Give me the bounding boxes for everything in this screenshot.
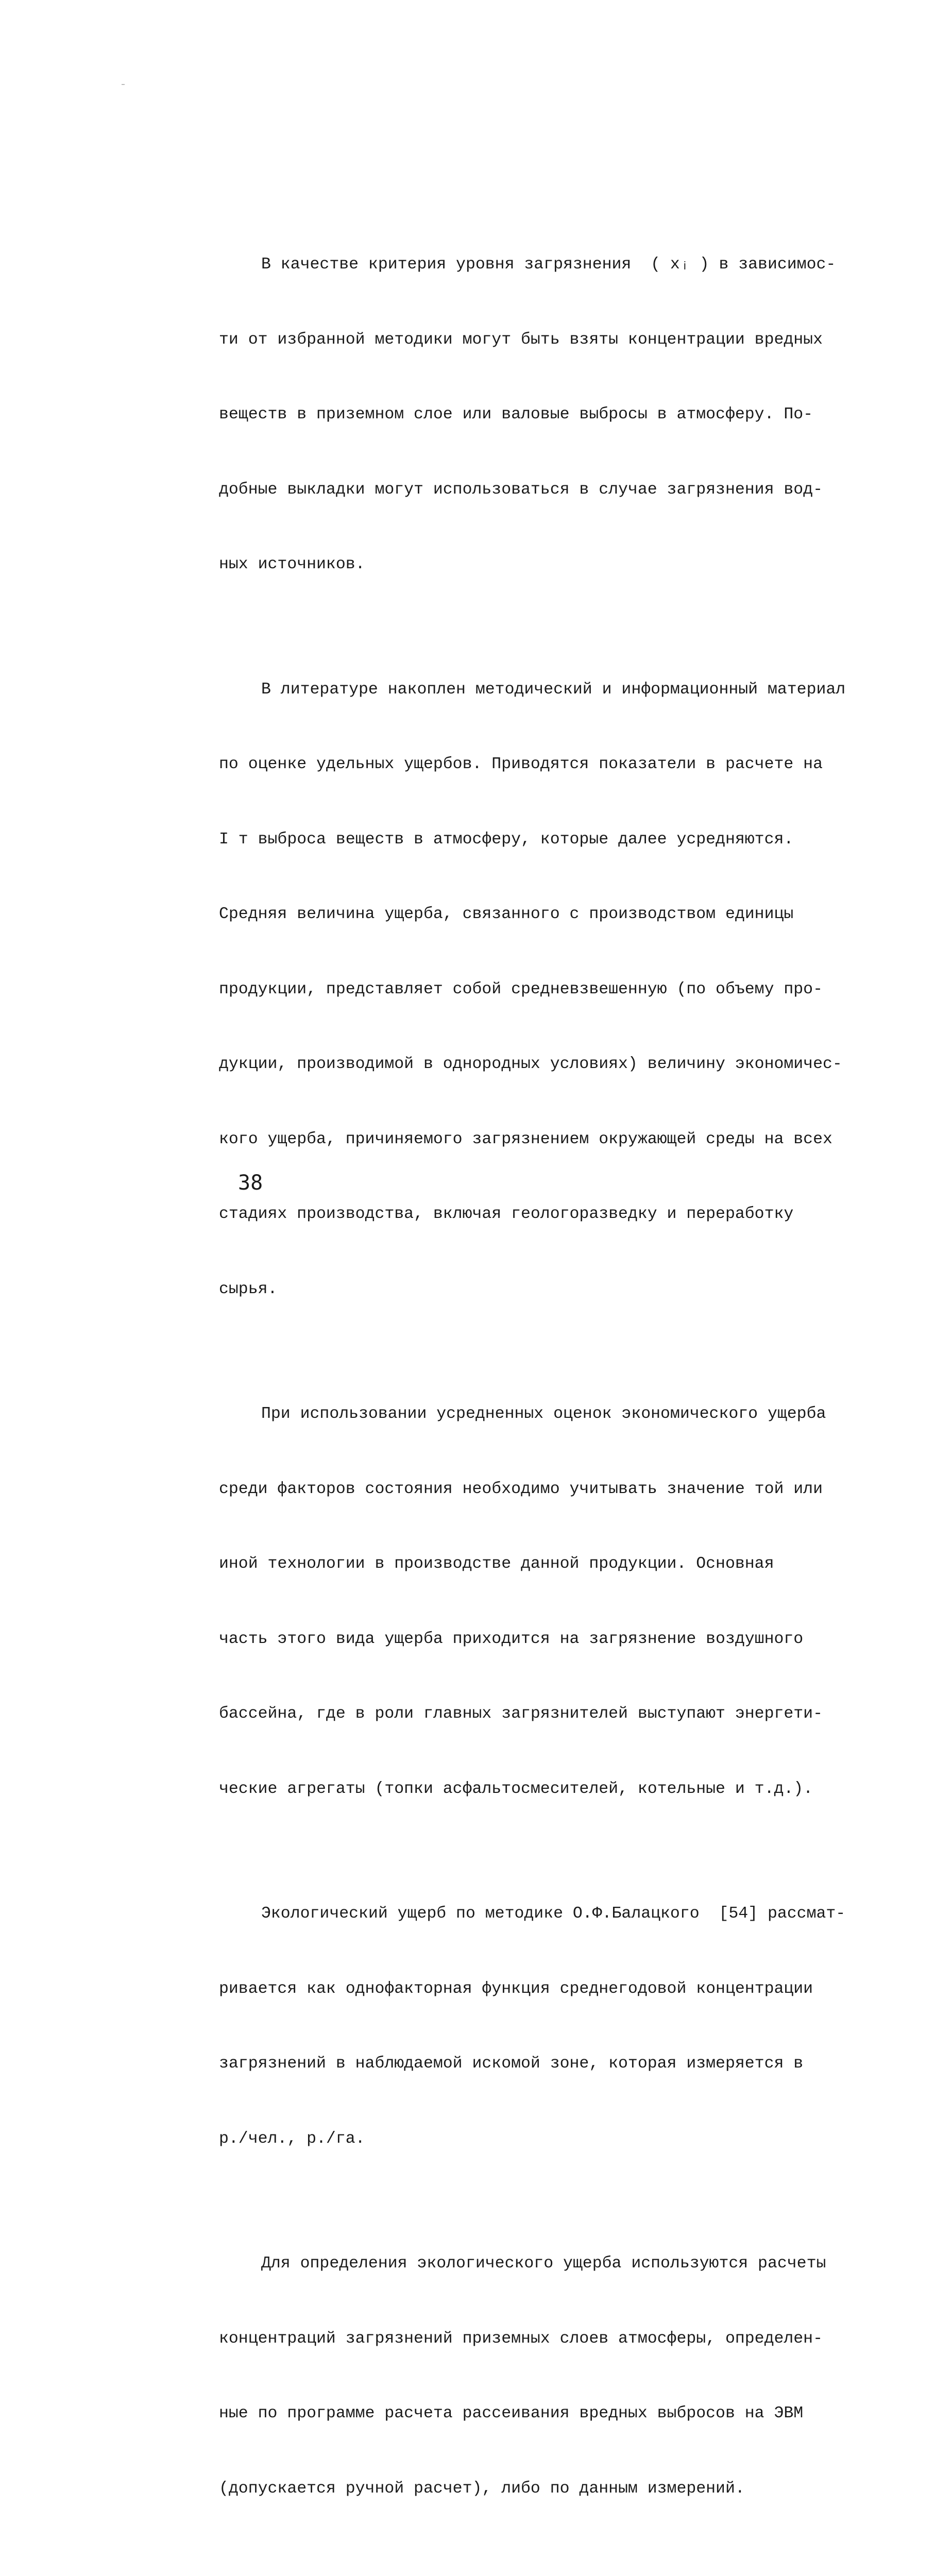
text-line: продукции, представляет собой средневзвешенную (по объему про- — [219, 980, 823, 998]
text-line: добные выкладки могут использоваться в случае загрязнения вод- — [219, 480, 823, 499]
text-line: ривается как однофакторная функция среднегодовой концентрации — [219, 1979, 813, 1998]
text-line: концентраций загрязнений приземных слоев атмосферы, определен- — [219, 2329, 823, 2348]
text-line: В литературе накоплен методический и информационный материал — [261, 680, 846, 699]
text-line: Для определения экологического ущерба используются расчеты — [261, 2255, 826, 2273]
paragraph-6 — [219, 2551, 873, 2576]
text-line: по оценке удельных ущербов. Приводятся показатели в расчете на — [219, 755, 823, 773]
text-line: загрязнений в наблюдаемой искомой зоне, которая измеряется в — [219, 2055, 804, 2073]
text-line: В качестве критерия уровня загрязнения ( xᵢ ) в зависимос- — [261, 256, 836, 274]
text-line: среди факторов состояния необходимо учитывать значение той или — [219, 1480, 823, 1498]
text-line: I т выброса веществ в атмосферу, которые далее усредняются. — [219, 830, 794, 849]
text-line: бассейна, где в роли главных загрязнителей выступают энергети- — [219, 1705, 823, 1723]
text-line: сырья. — [219, 1280, 278, 1298]
scan-artifact — [122, 84, 125, 85]
text-line: дукции, производимой в однородных условиях) величину экономичес- — [219, 1055, 842, 1073]
text-line: р./чел., р./га. — [219, 2129, 365, 2148]
paragraph-2 — [219, 628, 873, 1352]
text-line: ные по программе расчета рассеивания вредных выбросов на ЭВМ — [219, 2404, 804, 2422]
paragraph-5 — [219, 2201, 873, 2551]
text-line: веществ в приземном слое или валовые выбросы в атмосферу. По- — [219, 405, 813, 423]
paragraph-1 — [219, 202, 873, 628]
text-line: иной технологии в производстве данной продукции. Основная — [219, 1555, 774, 1573]
text-line: кого ущерба, причиняемого загрязнением окружающей среды на всех — [219, 1130, 832, 1148]
text-line: ческие агрегаты (топки асфальтосмесителей, котельные и т.д.). — [219, 1780, 813, 1798]
paragraph-4 — [219, 1852, 873, 2201]
text-line: (допускается ручной расчет), либо по данным измерений. — [219, 2479, 745, 2498]
text-line: Экологический ущерб по методике О.Ф.Балацкого [54] рассмат- — [261, 1905, 846, 1923]
text-line: При использовании усредненных оценок экономического ущерба — [261, 1405, 826, 1423]
body-text — [219, 202, 873, 2576]
paragraph-3 — [219, 1352, 873, 1852]
page-number: 38 — [238, 1171, 263, 1195]
text-line: ти от избранной методики могут быть взяты концентрации вредных — [219, 330, 823, 349]
text-line: Средняя величина ущерба, связанного с производством единицы — [219, 905, 794, 923]
text-line: стадиях производства, включая геологоразведку и переработку — [219, 1205, 794, 1223]
text-line: часть этого вида ущерба приходится на загрязнение воздушного — [219, 1630, 804, 1648]
text-line: ных источников. — [219, 555, 365, 573]
